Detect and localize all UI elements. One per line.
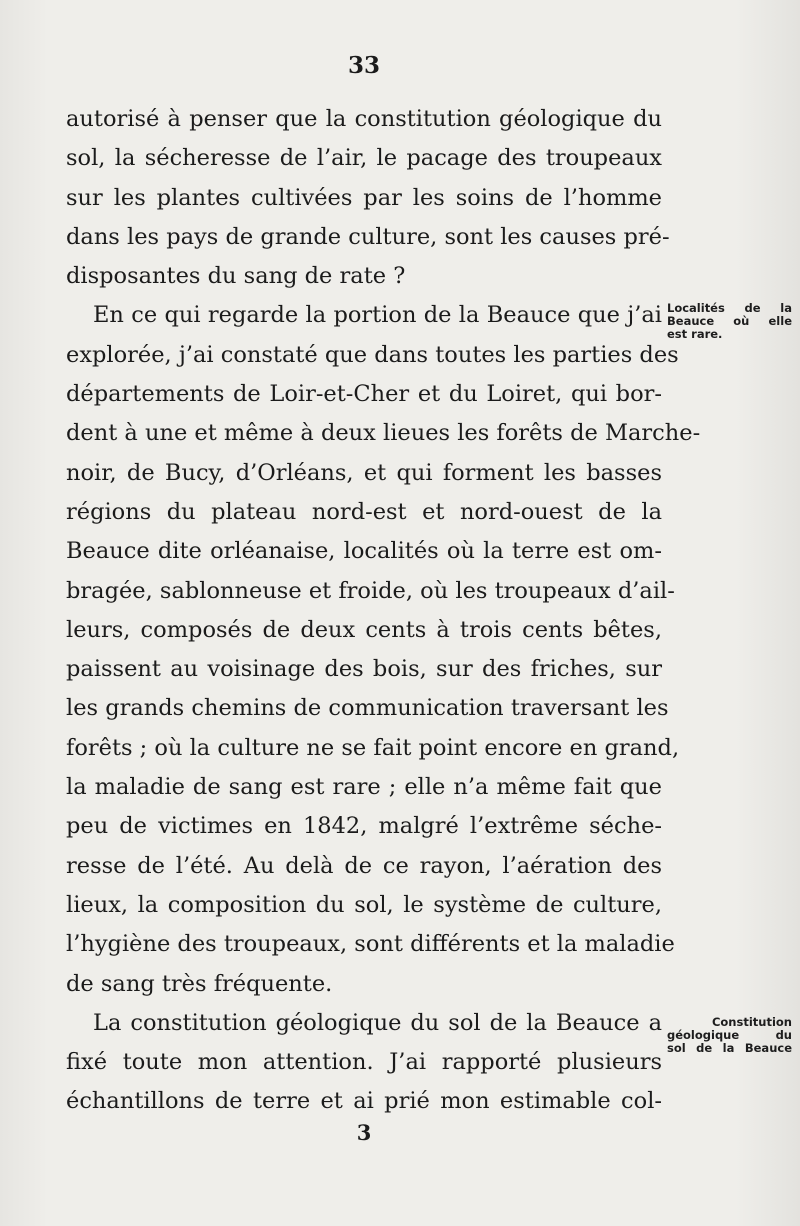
text-line: échantillons de terre et ai prié mon estimable col- <box>66 1088 662 1115</box>
margin-note-line: sol de la Beauce <box>667 1041 792 1055</box>
text-line: disposantes du sang de rate ? <box>66 263 406 290</box>
text-line: dans les pays de grande culture, sont les causes pré- <box>66 223 670 250</box>
text-line: sur les plantes cultivées par les soins de l’homme <box>66 184 662 211</box>
margin-note-line: géologique du <box>667 1028 792 1042</box>
page-number: 33 <box>347 52 380 79</box>
text-line: explorée, j’ai constaté que dans toutes les parties des <box>66 341 679 368</box>
text-line: fixé toute mon attention. J’ai rapporté plusieurs <box>66 1049 662 1076</box>
text-line: leurs, composés de deux cents à trois cents bêtes, <box>66 616 662 643</box>
text-line: sol, la sécheresse de l’air, le pacage des troupeaux <box>66 145 662 172</box>
margin-note-line: est rare. <box>667 327 723 341</box>
text-line: Beauce dite orléanaise, localités où la terre est om- <box>66 538 662 565</box>
text-line: l’hygiène des troupeaux, sont différents et la maladie <box>66 931 675 958</box>
text-line: régions du plateau nord-est et nord-ouest de la <box>66 498 662 525</box>
text-line: bragée, sablonneuse et froide, où les troupeaux d’ail- <box>66 577 675 604</box>
body-text <box>66 100 701 1122</box>
text-line: la maladie de sang est rare ; elle n’a même fait que <box>66 774 662 801</box>
text-line: lieux, la composition du sol, le système de culture, <box>66 891 662 918</box>
text-line: paissent au voisinage des bois, sur des friches, sur <box>66 656 662 683</box>
text-line: peu de victimes en 1842, malgré l’extrême séche- <box>66 813 662 840</box>
text-line: resse de l’été. Au delà de ce rayon, l’aération des <box>66 852 662 879</box>
text-line: autorisé à penser que la constitution géologique du <box>66 106 662 132</box>
text-line: dent à une et même à deux lieues les forêts de Marche- <box>66 420 701 447</box>
margin-note <box>667 1016 792 1055</box>
margin-note-line: Beauce où elle <box>667 314 792 328</box>
paragraph-start: La constitution géologique du sol de la Beauce a <box>93 1009 662 1036</box>
text-line: de sang très fréquente. <box>66 970 333 997</box>
signature-mark: 3 <box>356 1120 372 1145</box>
margin-note-line: Constitution <box>711 1015 792 1029</box>
text-line: forêts ; où la culture ne se fait point encore en grand, <box>66 734 680 761</box>
margin-note-line: Localités de la <box>667 301 792 315</box>
text-line: départements de Loir-et-Cher et du Loiret, qui bor- <box>66 381 662 408</box>
paragraph-start: En ce qui regarde la portion de la Beauce que j’ai <box>93 302 662 329</box>
margin-note <box>667 302 792 341</box>
text-line: les grands chemins de communication traversant les <box>66 695 669 722</box>
text-line: noir, de Bucy, d’Orléans, et qui forment les basses <box>66 459 662 486</box>
